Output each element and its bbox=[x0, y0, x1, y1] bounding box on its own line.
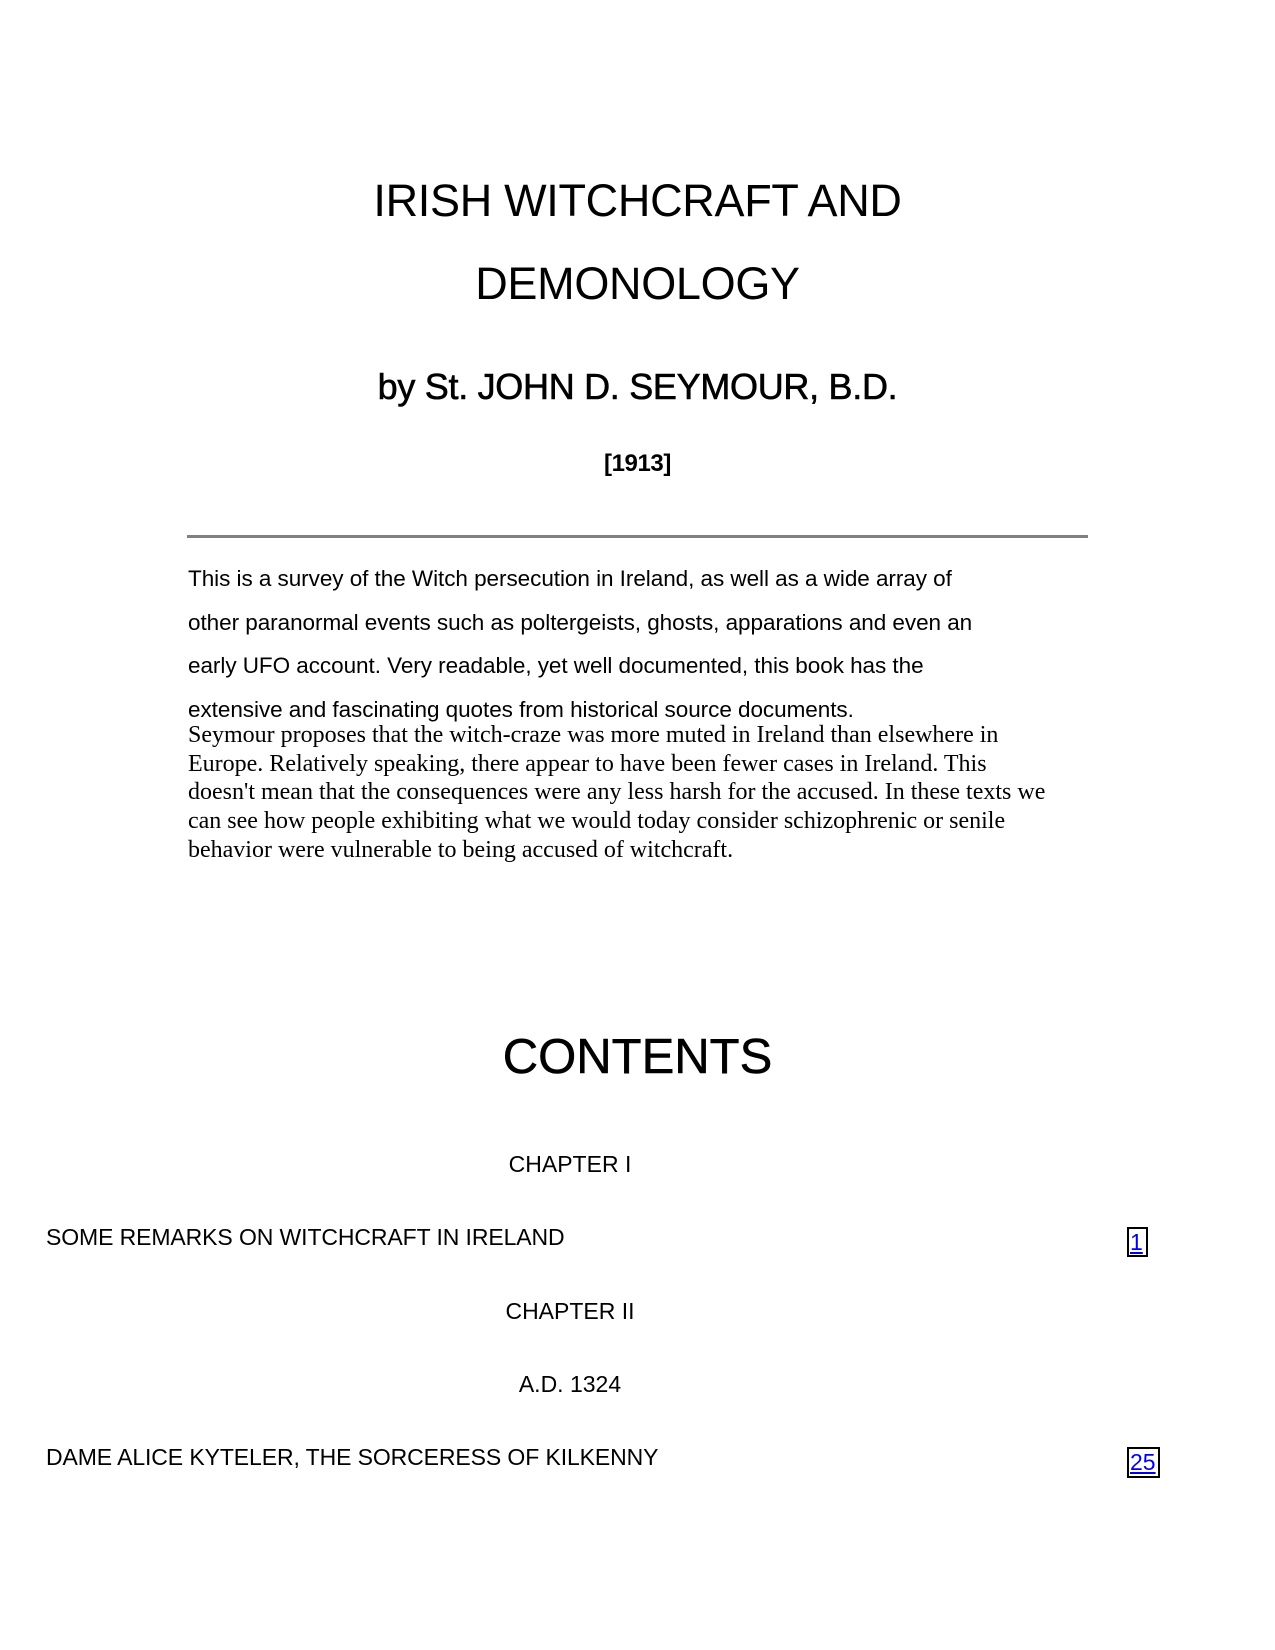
book-author: by St. JOHN D. SEYMOUR, B.D. bbox=[377, 366, 898, 407]
toc-chapter-label: CHAPTER I bbox=[508, 1151, 632, 1177]
toc-chapter-title: DAME ALICE KYTELER, THE SORCERESS OF KILKENNY bbox=[46, 1444, 659, 1470]
commentary-line: doesn't mean that the consequences were any less harsh for the accused. In these texts we bbox=[188, 779, 1046, 806]
publication-year: [1913] bbox=[604, 450, 671, 477]
toc-chapter-label: CHAPTER II bbox=[505, 1298, 635, 1324]
summary-line: early UFO account. Very readable, yet well documented, this book has the bbox=[188, 653, 924, 678]
contents-heading: CONTENTS bbox=[502, 1030, 773, 1084]
commentary-line: behavior were vulnerable to being accused of witchcraft. bbox=[188, 836, 734, 863]
toc-chapter-subtitle: A.D. 1324 bbox=[518, 1371, 622, 1397]
toc-page-link[interactable]: 1 bbox=[1127, 1227, 1148, 1257]
horizontal-divider bbox=[187, 535, 1088, 538]
book-summary bbox=[188, 557, 1088, 731]
toc-page-link[interactable]: 25 bbox=[1127, 1447, 1160, 1478]
commentary-line: Seymour proposes that the witch-craze was more muted in Ireland than elsewhere in bbox=[188, 722, 999, 748]
book-commentary bbox=[188, 721, 1093, 865]
toc-chapter-title: SOME REMARKS ON WITCHCRAFT IN IRELAND bbox=[46, 1224, 565, 1250]
book-title-line-1: IRISH WITCHCRAFT AND bbox=[373, 175, 902, 226]
summary-line: extensive and fascinating quotes from historical source documents. bbox=[188, 696, 854, 722]
commentary-line: can see how people exhibiting what we would today consider schizophrenic or senile bbox=[188, 808, 1006, 835]
commentary-line: Europe. Relatively speaking, there appear to have been fewer cases in Ireland. This bbox=[188, 750, 987, 777]
summary-line: This is a survey of the Witch persecution in Ireland, as well as a wide array of bbox=[188, 566, 952, 591]
book-title-line-2: DEMONOLOGY bbox=[475, 258, 800, 309]
summary-line: other paranormal events such as poltergeists, ghosts, apparations and even an bbox=[188, 609, 973, 635]
